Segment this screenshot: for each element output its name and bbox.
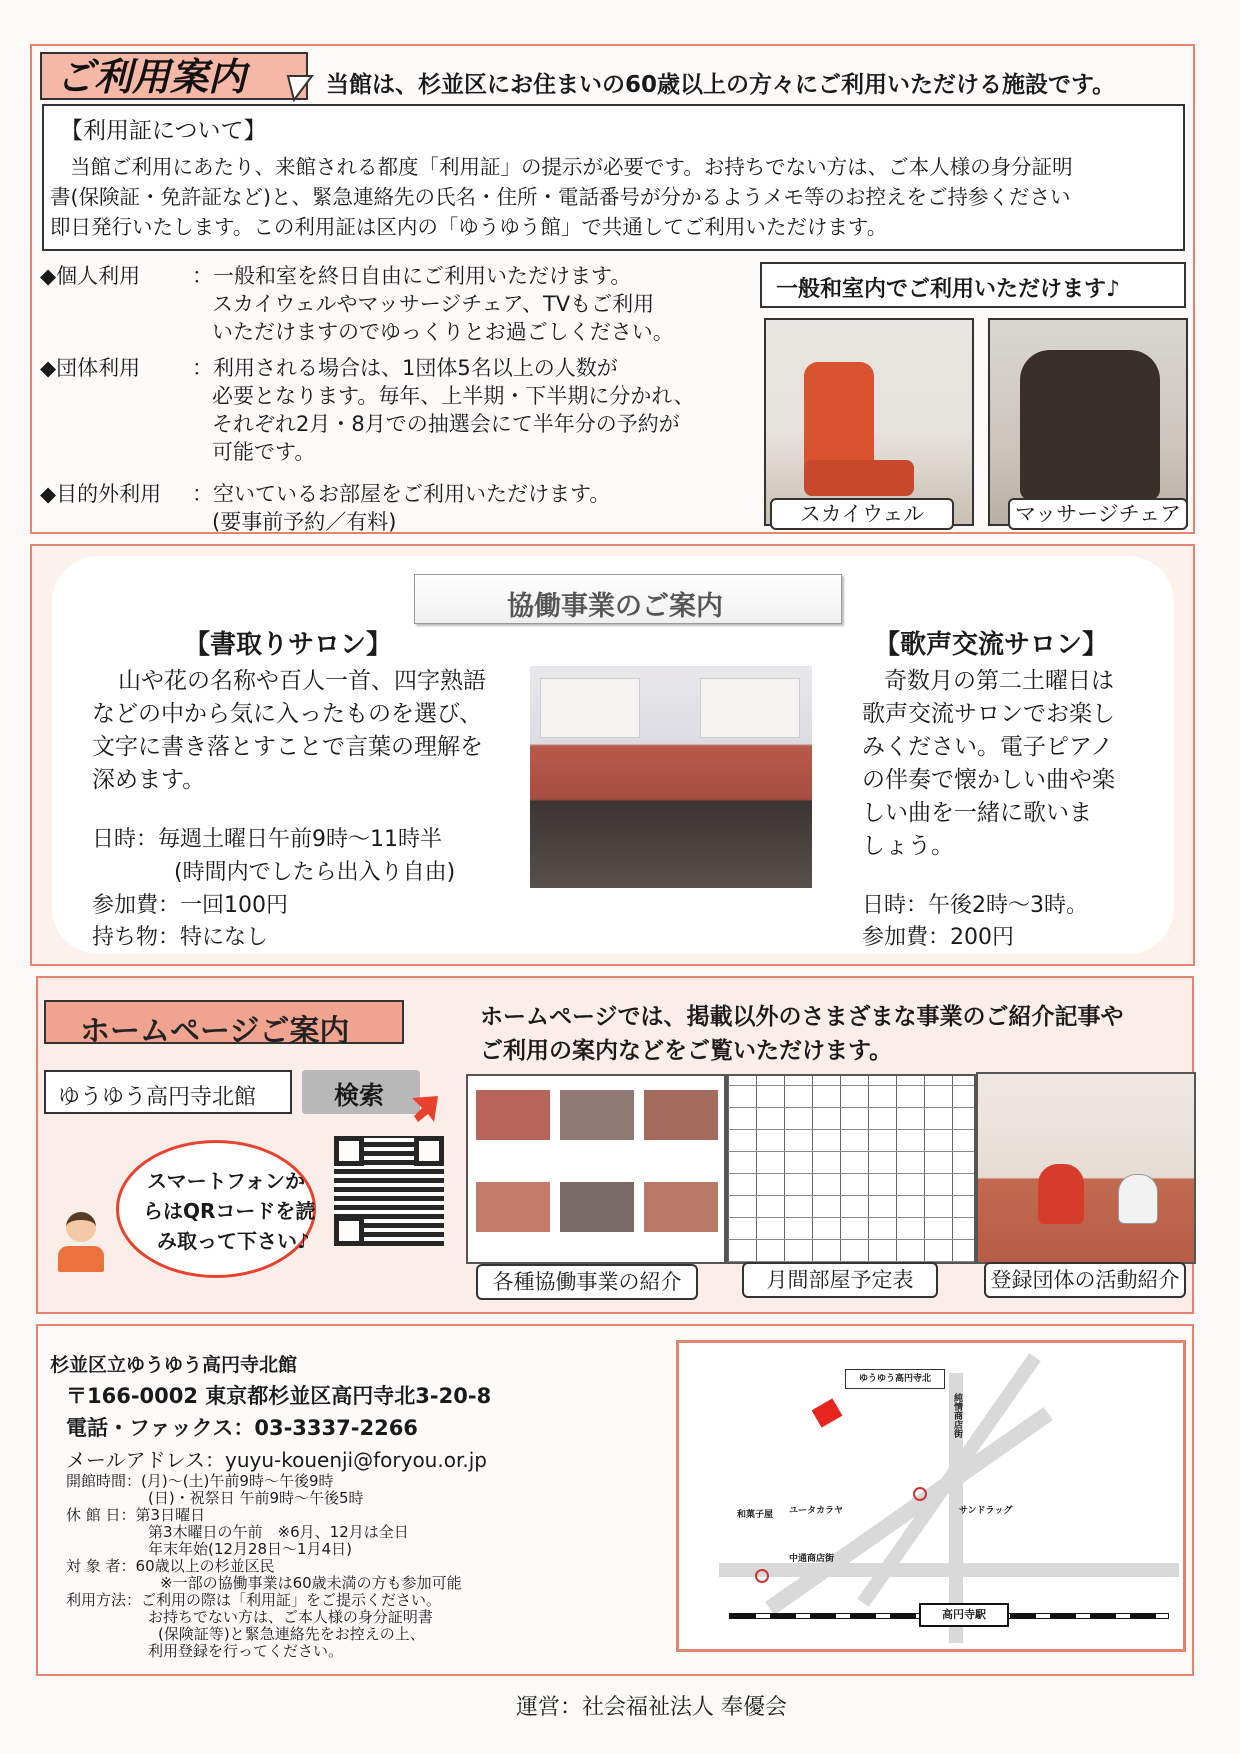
bubble-line-2: らはQRコードを読	[143, 1199, 316, 1223]
singing-line-6: しょう。	[862, 833, 954, 859]
usage-card	[42, 104, 1185, 251]
info-small-8: 利用方法：ご利用の際は「利用証」をご提示ください。	[66, 1591, 442, 1609]
person-head	[66, 1212, 96, 1242]
map-road-horizontal	[719, 1563, 1179, 1577]
homepage-title: ホームページご案内	[80, 1014, 350, 1049]
item-group-label: ◆団体利用	[40, 356, 141, 380]
info-small-3: 休 館 日：第3日曜日	[66, 1506, 206, 1524]
info-small-1: 開館時間：(月)〜(土)午前9時〜午後9時	[66, 1472, 334, 1490]
item-group-line-2: 必要となります。毎年、上半期・下半期に分かれ、	[212, 384, 695, 408]
pencil-tip-icon	[286, 74, 314, 102]
calligraphy-line-3: 文字に書き落とすことで言葉の理解を	[92, 734, 483, 760]
qr-finder-1	[334, 1136, 364, 1166]
facility-email: メールアドレス：yuyu-kouenji@foryou.or.jp	[66, 1448, 487, 1472]
card-line-1: 当館ご利用にあたり、来館される都度「利用証」の提示が必要です。お持ちでない方は、ご本人様の身分証明	[70, 155, 1073, 179]
qr-finder-2	[414, 1136, 444, 1166]
thumb-5	[560, 1182, 634, 1232]
singing-heading: 【歌声交流サロン】	[874, 630, 1109, 660]
smartphone-bubble	[116, 1140, 316, 1278]
item-personal-label: ◆個人利用	[40, 264, 141, 288]
person-body	[58, 1246, 104, 1272]
room-banner	[760, 262, 1186, 308]
item-other-line-2: (要事前予約／有料)	[212, 510, 397, 534]
map-label-facility: ゆうゆう高円寺北	[845, 1369, 945, 1389]
calligraphy-line-2: などの中から気に入ったものを選び、	[92, 701, 483, 727]
usage-intro: 当館は、杉並区にお住まいの60歳以上の方々にご利用いただける施設です。	[326, 72, 1116, 98]
footer-operator: 運営：社会福祉法人 奉優会	[516, 1695, 787, 1720]
item-group-line-1: ：利用される場合は、1団体5名以上の人数が	[192, 356, 618, 380]
skywell-caption: スカイウェル	[770, 498, 954, 530]
thumb-1	[476, 1090, 550, 1140]
usage-title: ご利用案内	[56, 55, 247, 99]
map-label-station: 高円寺駅	[919, 1603, 1009, 1627]
thumb-3	[644, 1090, 718, 1140]
calligraphy-date: 日時：毎週土曜日午前9時〜11時半	[92, 827, 442, 852]
item-personal-line-3: いただけますのでゆっくりとお過ごしください。	[212, 320, 674, 344]
map-label-street1: 純情商店街	[952, 1393, 962, 1438]
screenshot-calendar	[726, 1074, 976, 1264]
search-input[interactable]	[44, 1070, 292, 1114]
info-small-7: ※一部の協働事業は60歳未満の方も参加可能	[160, 1574, 462, 1592]
search-button-label: 検索	[334, 1081, 385, 1110]
item-group-line-3: それぞれ2月・8月での抽選会にて半年分の予約が	[212, 412, 680, 436]
map-label-sundrug: サンドラッグ	[959, 1506, 1013, 1516]
singing-line-3: みください。電子ピアノ	[862, 734, 1114, 760]
homepage-desc-2: ご利用の案内などをご覧いただけます。	[480, 1038, 893, 1064]
info-small-10: (保険証等)と緊急連絡先をお控えの上、	[158, 1625, 425, 1643]
map-post-office-icon-2	[755, 1569, 769, 1583]
thumb-6	[644, 1182, 718, 1232]
usage-title-tag	[40, 52, 308, 100]
access-map	[676, 1340, 1186, 1652]
item-other-label: ◆目的外利用	[40, 482, 162, 506]
qr-finder-3	[334, 1216, 364, 1246]
map-post-office-icon	[913, 1487, 927, 1501]
singing-fee: 参加費：200円	[862, 925, 1014, 950]
screenshot-projects	[466, 1074, 726, 1264]
map-facility-marker	[812, 1398, 843, 1427]
calligraphy-fee: 参加費：一回100円	[92, 893, 288, 918]
singing-line-2: 歌声交流サロンでお楽し	[862, 701, 1115, 727]
card-line-3: 即日発行いたします。この利用証は区内の「ゆうゆう館」で共通してご利用いただけます。	[50, 215, 888, 239]
calligraphy-line-4: 深めます。	[92, 767, 206, 793]
facility-phone: 電話・ファックス：03-3337-2266	[66, 1416, 418, 1440]
calligraphy-items: 持ち物：特になし	[92, 925, 269, 950]
item-group-line-4: 可能です。	[212, 440, 316, 464]
calligraphy-heading: 【書取りサロン】	[184, 630, 393, 660]
singing-line-1: 奇数月の第二土曜日は	[884, 668, 1114, 694]
info-small-4: 第3木曜日の午前 ※6月、12月は全日	[148, 1523, 409, 1541]
activity-person-2	[1118, 1174, 1158, 1224]
map-label-naka: 中通商店街	[789, 1554, 835, 1564]
massage-chair-shape	[1020, 350, 1160, 500]
info-small-11: 利用登録を行ってください。	[148, 1642, 344, 1660]
collab-title-box	[414, 574, 842, 624]
item-personal-line-2: スカイウェルやマッサージチェア、TVもご利用	[212, 292, 655, 316]
bubble-line-1: スマートフォンか	[147, 1169, 305, 1193]
info-small-6: 対 象 者：60歳以上の杉並区民	[66, 1557, 275, 1575]
caption-calendar: 月間部屋予定表	[742, 1262, 938, 1298]
singing-line-5: しい曲を一緒に歌いま	[862, 800, 1092, 826]
search-button[interactable]	[302, 1070, 420, 1114]
calligraphy-line-1: 山や花の名称や百人一首、四字熟語	[118, 668, 486, 694]
skywell-seat-shape	[804, 460, 914, 496]
massage-chair-photo	[988, 318, 1188, 526]
item-personal-line-1: ：一般和室を終日自由にご利用いただけます。	[192, 264, 632, 288]
photo-window-2	[700, 678, 800, 738]
search-input-text: ゆうゆう高円寺北館	[58, 1085, 257, 1110]
room-banner-text: 一般和室内でご利用いただけます♪	[776, 277, 1121, 302]
homepage-title-box	[44, 1000, 404, 1049]
map-label-wagashi: 和菓子屋	[737, 1510, 774, 1520]
facility-address: 〒166-0002 東京都杉並区高円寺北3-20-8	[66, 1384, 492, 1408]
thumb-4	[476, 1182, 550, 1232]
calligraphy-date-note: (時間内でしたら出入り自由)	[174, 860, 456, 885]
thumb-2	[560, 1090, 634, 1140]
facility-name: 杉並区立ゆうゆう高円寺北館	[50, 1354, 298, 1376]
singing-date: 日時：午後2時〜3時。	[862, 893, 1088, 918]
qr-code[interactable]	[334, 1136, 444, 1246]
map-label-yutaka: ユータカラヤ	[789, 1506, 844, 1516]
singing-salon-photo	[530, 666, 812, 888]
massage-chair-caption: マッサージチェア	[1008, 498, 1188, 530]
person-avatar	[50, 1212, 120, 1272]
card-line-2: 書(保険証・免許証など)と、緊急連絡先の氏名・住所・電話番号が分かるようメモ等のお控えをご持参ください	[50, 185, 1071, 209]
item-other-line-1: ：空いているお部屋をご利用いただけます。	[192, 482, 611, 506]
homepage-desc-1: ホームページでは、掲載以外のさまざまな事業のご紹介記事や	[480, 1004, 1124, 1030]
activity-person-1	[1038, 1164, 1084, 1224]
info-small-9: お持ちでない方は、ご本人様の身分証明書	[148, 1608, 433, 1626]
calendar-rows	[728, 1076, 974, 1262]
caption-projects: 各種協働事業の紹介	[476, 1264, 698, 1300]
photo-window	[540, 678, 640, 738]
caption-activities: 登録団体の活動紹介	[984, 1262, 1186, 1298]
card-heading: 【利用証について】	[60, 118, 267, 144]
singing-line-4: の伴奏で懐かしい曲や楽	[862, 767, 1115, 793]
info-small-5: 年末年始(12月28日〜1月4日)	[148, 1540, 352, 1558]
screenshot-activities	[976, 1072, 1196, 1264]
bubble-line-3: み取って下さい♪	[157, 1229, 310, 1253]
skywell-photo	[764, 318, 974, 526]
collab-title: 協働事業のご案内	[507, 591, 723, 622]
pointer-arrow-icon	[408, 1092, 442, 1126]
info-small-2: (日)・祝祭日 午前9時〜午後5時	[148, 1489, 364, 1507]
